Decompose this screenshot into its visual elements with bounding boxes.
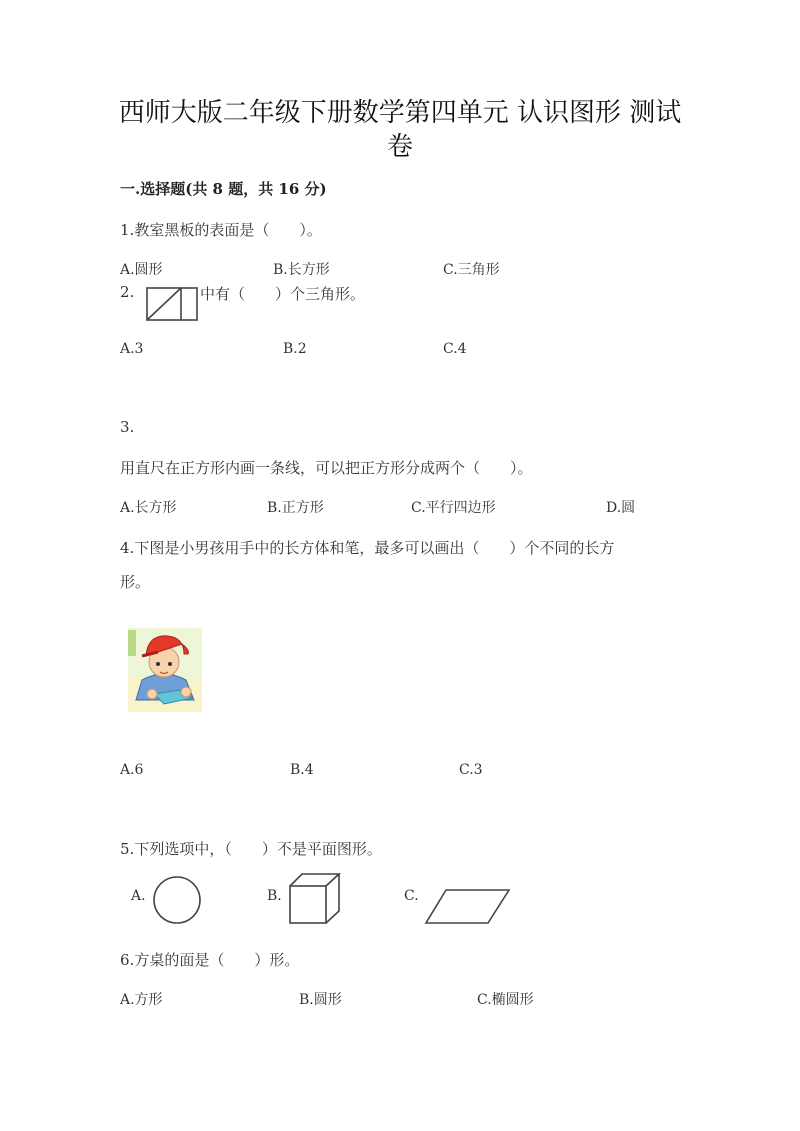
q1-option-c[interactable]: C.三角形 xyxy=(443,262,500,278)
triangle-figure-icon xyxy=(146,287,198,321)
q1-option-a[interactable]: A.圆形 xyxy=(120,262,163,278)
question-1 xyxy=(120,219,322,240)
q2-option-a[interactable]: A.3 xyxy=(120,341,144,357)
section-heading: 一.选择题(共 8 题，共 16 分) xyxy=(120,180,327,198)
question-stem: 下图是小男孩用手中的长方体和笔，最多可以画出（ ）个不同的长方 xyxy=(134,539,615,557)
q5-option-c[interactable]: C. xyxy=(404,888,419,904)
boy-with-cuboid-illustration xyxy=(128,628,202,712)
question-stem: 教室黑板的表面是（ ）。 xyxy=(134,221,322,239)
question-number: 4. xyxy=(120,539,135,557)
q3-option-b[interactable]: B.正方形 xyxy=(267,500,324,516)
question-4-line1 xyxy=(120,537,614,558)
q3-option-a[interactable]: A.长方形 xyxy=(120,500,177,516)
question-stem: 方桌的面是（ ）形。 xyxy=(134,951,300,969)
question-3-stem: 用直尺在正方形内画一条线，可以把正方形分成两个（ ）。 xyxy=(120,459,533,477)
q5-option-a[interactable]: A. xyxy=(131,888,146,904)
question-number: 6. xyxy=(120,951,135,969)
question-2-number: 2. xyxy=(120,283,135,301)
q3-option-c[interactable]: C.平行四边形 xyxy=(411,500,496,516)
q6-option-a[interactable]: A.方形 xyxy=(120,992,163,1008)
question-2-stem: 中有（ ）个三角形。 xyxy=(200,285,366,303)
q2-option-b[interactable]: B.2 xyxy=(283,341,307,357)
parallelogram-shape-icon xyxy=(425,889,511,925)
q3-option-d[interactable]: D.圆 xyxy=(606,500,636,516)
q4-option-a[interactable]: A.6 xyxy=(120,762,144,778)
q6-option-b[interactable]: B.圆形 xyxy=(299,992,342,1008)
page-title: 西师大版二年级下册数学第四单元 认识图形 测试 xyxy=(118,98,682,128)
question-5 xyxy=(120,838,382,859)
q4-option-c[interactable]: C.3 xyxy=(459,762,483,778)
cube-shape-icon xyxy=(289,873,341,925)
q2-option-c[interactable]: C.4 xyxy=(443,341,467,357)
page-title-continued: 卷 xyxy=(386,132,413,162)
question-number: 5. xyxy=(120,840,135,858)
circle-shape-icon xyxy=(153,876,201,924)
question-stem: 下列选项中，（ ）不是平面图形。 xyxy=(134,840,382,858)
question-4-line2: 形。 xyxy=(120,573,151,591)
question-3-number: 3. xyxy=(120,418,135,436)
q1-option-b[interactable]: B.长方形 xyxy=(273,262,330,278)
q5-option-b[interactable]: B. xyxy=(267,888,282,904)
q4-option-b[interactable]: B.4 xyxy=(290,762,314,778)
question-6 xyxy=(120,949,299,970)
question-number: 1. xyxy=(120,221,135,239)
q6-option-c[interactable]: C.椭圆形 xyxy=(477,992,534,1008)
